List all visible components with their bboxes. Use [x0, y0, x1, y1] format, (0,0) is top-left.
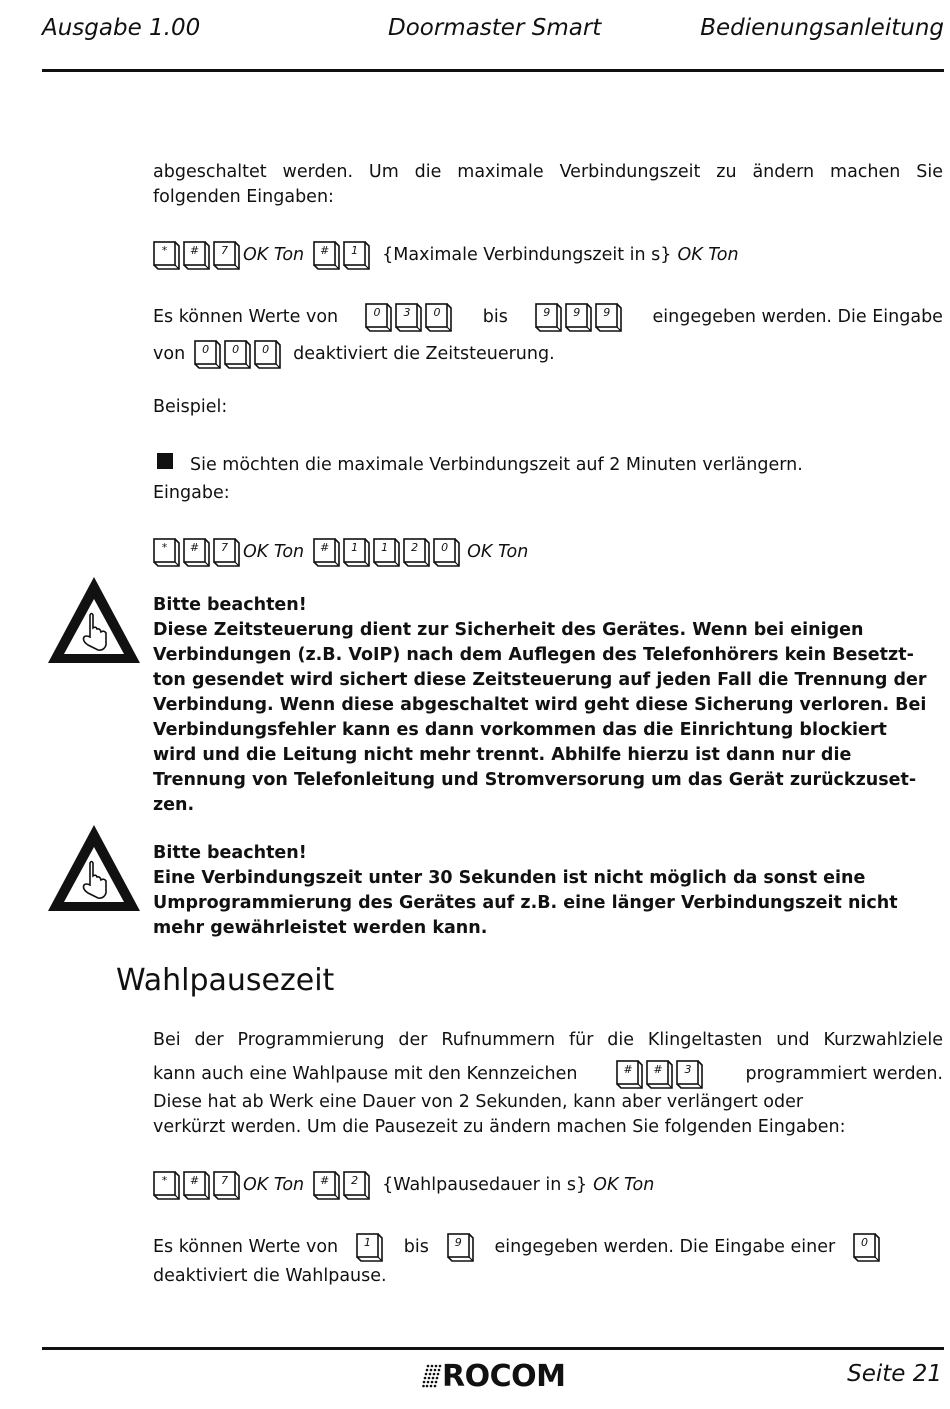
keypad-keys	[535, 303, 625, 332]
ok-tone-label: OK Ton	[467, 542, 529, 562]
keypad-keys	[313, 538, 463, 567]
section2-line-3: Diese hat ab Werk eine Dauer von 2 Sekunden, kann aber verlängert oder	[153, 1092, 804, 1112]
keypad-key-label: 0	[373, 305, 381, 319]
ok-tone-label: OK Ton	[593, 1175, 655, 1195]
keypad-keys	[313, 241, 373, 270]
key-sequence-dial-pause	[153, 1167, 654, 1203]
keypad-key-icon	[183, 538, 210, 567]
edition-label: Ausgabe 1.00	[42, 15, 201, 41]
parameter-placeholder: {Maximale Verbindungszeit in s}	[382, 245, 672, 265]
section2-line-4: verkürzt werden. Um die Pausezeit zu ändern machen Sie folgenden Eingaben:	[153, 1117, 846, 1137]
intro-line-2: folgenden Eingaben:	[153, 187, 334, 207]
keypad-key-icon	[313, 241, 340, 270]
warning-pointing-hand-icon	[46, 823, 142, 913]
notice-1-line: Diese Zeitsteuerung dient zur Sicherheit des Gerätes. Wenn bei einigen	[153, 620, 864, 640]
keypad-key-icon	[676, 1060, 703, 1089]
keypad-keys	[365, 303, 455, 332]
notice-2-line: mehr gewährleistet werden kann.	[153, 918, 488, 938]
keypad-keys	[313, 1171, 373, 1200]
keypad-key-icon	[153, 538, 180, 567]
keypad-key-label: #	[189, 540, 200, 554]
notice-1-line: Verbindung. Wenn diese abgeschaltet wird geht diese Sicherung verloren. Bei	[153, 695, 927, 715]
keypad-key-label: 0	[433, 305, 441, 319]
keypad-key-icon	[373, 538, 400, 567]
keypad-key-label: #	[653, 1062, 663, 1076]
range-bis: bis	[403, 1237, 429, 1257]
keypad-key-label: 1	[363, 1235, 371, 1249]
ok-tone-label: OK Ton	[243, 1175, 305, 1195]
example-key-sequence	[153, 534, 528, 570]
notice-2-line: Eine Verbindungszeit unter 30 Sekunden ist nicht möglich da sonst eine	[153, 868, 866, 888]
product-title: Doormaster Smart	[388, 15, 602, 41]
document-type: Bedienungsanleitung	[700, 15, 944, 41]
keypad-key-label: *	[161, 1173, 168, 1187]
notice-2-body	[153, 866, 943, 941]
keypad-key-label: *	[161, 243, 168, 257]
keypad-key-label: 0	[202, 342, 210, 356]
keypad-key-label: *	[161, 540, 168, 554]
key-sequence-max-connection	[153, 237, 739, 273]
section-heading: Wahlpausezeit	[116, 963, 335, 998]
notice-1-line: Verbindungsfehler kann es dann vorkommen das die Einrichtung blockiert	[153, 720, 887, 740]
notice-1-body	[153, 618, 943, 818]
keypad-keys	[153, 538, 243, 567]
keypad-key-label: 1	[381, 540, 389, 554]
keypad-key-label: 9	[573, 305, 581, 319]
keypad-key-icon	[183, 1171, 210, 1200]
keypad-key-icon	[194, 340, 221, 369]
keypad-keys	[853, 1233, 883, 1262]
rocom-logo-mark-icon	[422, 1362, 442, 1390]
keypad-key-label: #	[320, 1173, 330, 1187]
disable-line	[153, 336, 555, 372]
keypad-keys	[153, 1171, 243, 1200]
keypad-keys	[356, 1233, 386, 1262]
notice-1-line: wird und die Leitung nicht mehr trennt. Abhilfe hierzu ist dann nur die	[153, 745, 852, 765]
keypad-key-icon	[395, 303, 422, 332]
warning-pointing-hand-icon	[46, 575, 142, 665]
keypad-key-icon	[595, 303, 622, 332]
notice-1-line: zen.	[153, 795, 195, 815]
keypad-key-label: 9	[603, 305, 611, 319]
disable-von: von	[153, 344, 186, 364]
keypad-keys	[616, 1060, 706, 1089]
square-bullet-icon	[157, 453, 173, 469]
ok-tone-label: OK Ton	[677, 245, 739, 265]
intro-line-1: abgeschaltet werden. Um die maximale Verbindungszeit zu ändern machen Sie	[153, 162, 943, 182]
keypad-key-label: #	[320, 243, 330, 257]
keypad-key-label: #	[623, 1062, 633, 1076]
keypad-key-icon	[425, 303, 452, 332]
keypad-key-label: 1	[351, 243, 359, 257]
notice-2-title: Bitte beachten!	[153, 843, 307, 863]
keypad-key-icon	[853, 1233, 880, 1262]
keypad-key-icon	[313, 538, 340, 567]
keypad-key-label: #	[189, 243, 200, 257]
notice-1-line: Verbindungen (z.B. VoIP) nach dem Auflegen des Telefonhörers kein Besetzt-	[153, 645, 914, 665]
keypad-key-icon	[313, 1171, 340, 1200]
keypad-key-icon	[343, 538, 370, 567]
keypad-keys	[153, 241, 243, 270]
keypad-key-label: 3	[403, 305, 411, 319]
keypad-key-icon	[254, 340, 281, 369]
range-line	[153, 299, 943, 335]
page-number: Seite 21	[847, 1361, 942, 1387]
keypad-key-icon	[153, 241, 180, 270]
section2-text: kann auch eine Wahlpause mit den Kennzeichen	[153, 1064, 578, 1084]
keypad-key-icon	[224, 340, 251, 369]
notice-2-line: Umprogrammierung des Gerätes auf z.B. eine länger Verbindungszeit nicht	[153, 893, 898, 913]
notice-1-line: Trennung von Telefonleitung und Stromversorung um das Gerät zurückzuset-	[153, 770, 917, 790]
keypad-key-label: #	[189, 1173, 200, 1187]
keypad-key-label: 0	[861, 1235, 868, 1249]
example-label: Beispiel:	[153, 397, 228, 417]
keypad-key-icon	[403, 538, 430, 567]
keypad-key-label: 2	[351, 1173, 359, 1187]
range-bis: bis	[482, 307, 508, 327]
keypad-key-label: 0	[262, 342, 270, 356]
parameter-placeholder: {Wahlpausedauer in s}	[382, 1175, 588, 1195]
example-input-label: Eingabe:	[153, 483, 230, 503]
section2-last-line: deaktiviert die Wahlpause.	[153, 1266, 387, 1286]
keypad-key-label: 0	[441, 540, 449, 554]
keypad-key-label: 0	[232, 342, 240, 356]
keypad-key-label: 7	[221, 540, 228, 554]
notice-1-title: Bitte beachten!	[153, 595, 307, 615]
keypad-key-label: 7	[221, 1173, 228, 1187]
keypad-key-label: 9	[454, 1235, 462, 1249]
keypad-key-icon	[646, 1060, 673, 1089]
disable-text: deaktiviert die Zeitsteuerung.	[293, 344, 555, 364]
section2-range-line	[153, 1229, 883, 1265]
keypad-key-label: #	[320, 540, 330, 554]
keypad-key-icon	[616, 1060, 643, 1089]
keypad-key-icon	[213, 1171, 240, 1200]
example-bullet-text: Sie möchten die maximale Verbindungszeit auf 2 Minuten verlängern.	[190, 455, 803, 475]
page-header	[42, 12, 944, 44]
logo-wordmark: ROCOM	[442, 1358, 566, 1394]
keypad-key-icon	[153, 1171, 180, 1200]
keypad-key-label: 3	[684, 1062, 692, 1076]
section2-line-1: Bei der Programmierung der Rufnummern für die Klingeltasten und Kurzwahlziele	[153, 1030, 943, 1050]
keypad-key-label: 2	[411, 540, 419, 554]
keypad-key-icon	[447, 1233, 474, 1262]
keypad-key-label: 9	[543, 305, 551, 319]
range-text: eingegeben werden. Die Eingabe einer	[494, 1237, 836, 1257]
range-text: Es können Werte von	[153, 307, 339, 327]
keypad-key-icon	[535, 303, 562, 332]
keypad-key-label: 7	[221, 243, 228, 257]
section2-line-2	[153, 1056, 943, 1092]
range-text: eingegeben werden. Die Eingabe	[652, 307, 943, 327]
keypad-key-icon	[356, 1233, 383, 1262]
range-text: Es können Werte von	[153, 1237, 339, 1257]
keypad-keys	[194, 340, 284, 369]
keypad-key-icon	[433, 538, 460, 567]
keypad-key-icon	[183, 241, 210, 270]
keypad-key-icon	[213, 538, 240, 567]
ok-tone-label: OK Ton	[243, 245, 305, 265]
header-rule	[42, 69, 944, 72]
footer-rule	[42, 1347, 944, 1350]
section2-text: programmiert werden.	[745, 1064, 943, 1084]
keypad-key-icon	[213, 241, 240, 270]
rocom-logo	[422, 1358, 565, 1394]
keypad-key-icon	[343, 1171, 370, 1200]
notice-1-line: ton gesendet wird sichert diese Zeitsteuerung auf jeden Fall die Trennung der	[153, 670, 927, 690]
keypad-keys	[447, 1233, 477, 1262]
keypad-key-label: 1	[351, 540, 359, 554]
keypad-key-icon	[365, 303, 392, 332]
ok-tone-label: OK Ton	[243, 542, 305, 562]
keypad-key-icon	[343, 241, 370, 270]
keypad-key-icon	[565, 303, 592, 332]
